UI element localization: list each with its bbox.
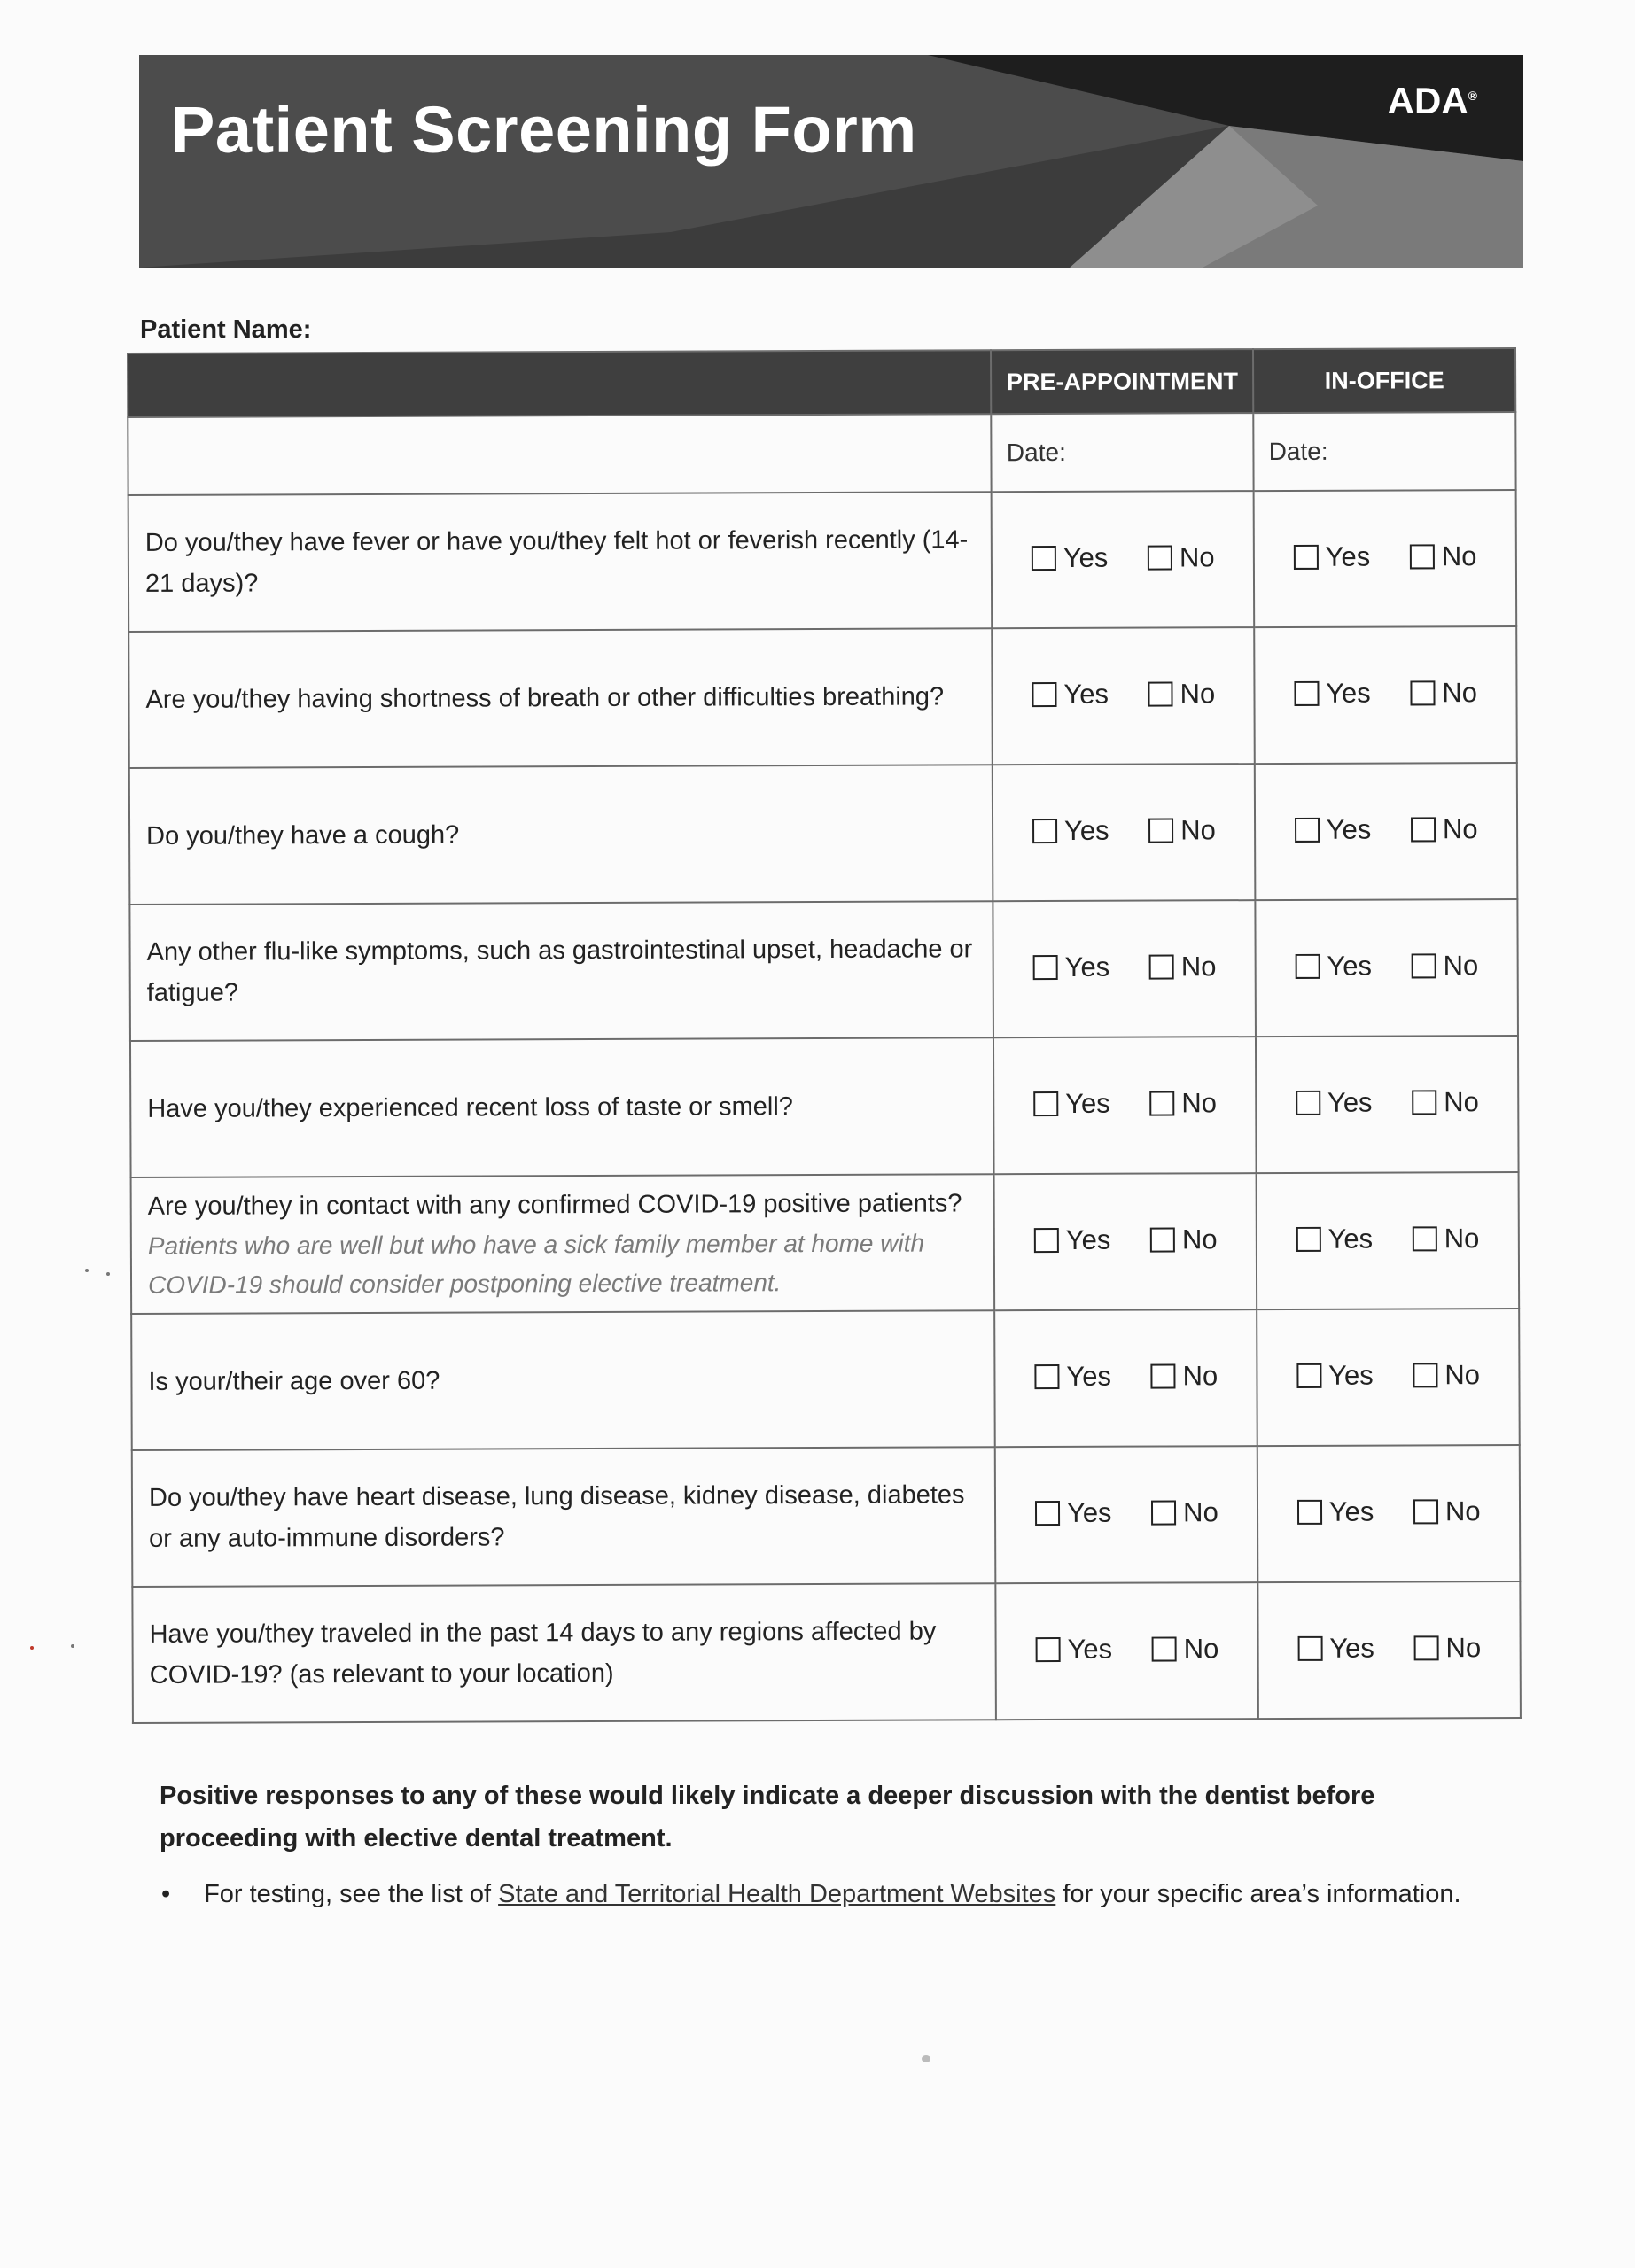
yes-checkbox[interactable] <box>1294 678 1371 710</box>
checkbox-square <box>1413 1635 1438 1660</box>
no-checkbox[interactable] <box>1412 1086 1479 1118</box>
pre-appointment-answer <box>993 764 1255 901</box>
yes-checkbox[interactable] <box>1034 1361 1111 1393</box>
yes-label: Yes <box>1065 1223 1111 1255</box>
pre-appointment-answer <box>993 1037 1256 1174</box>
footer-note: Positive responses to any of these would likely indicate a deeper discussion with the dentist before proceeding with elective dental treatment. <box>160 1782 1375 1852</box>
yes-checkbox[interactable] <box>1296 1360 1374 1392</box>
screening-table <box>127 347 1522 1724</box>
no-checkbox[interactable] <box>1410 540 1477 572</box>
checkbox-square <box>1410 544 1435 569</box>
yes-label: Yes <box>1327 950 1373 982</box>
question-row <box>131 1172 1520 1314</box>
no-label: No <box>1444 1495 1481 1527</box>
no-label: No <box>1180 951 1217 983</box>
checkbox-square <box>1152 1636 1177 1661</box>
no-checkbox[interactable] <box>1149 951 1217 983</box>
no-label: No <box>1444 1359 1481 1391</box>
checkbox-square <box>1296 1363 1321 1388</box>
testing-bullet <box>161 1880 1461 1909</box>
no-checkbox[interactable] <box>1148 678 1216 710</box>
header-blank-cell <box>128 350 992 417</box>
checkbox-square <box>1035 1501 1060 1526</box>
bullet-suffix: for your specific area’s information. <box>1063 1880 1461 1908</box>
yes-checkbox[interactable] <box>1296 1087 1373 1119</box>
yes-label: Yes <box>1065 1087 1110 1119</box>
bullet-prefix: For testing, see the list of <box>204 1880 492 1908</box>
no-label: No <box>1442 677 1478 709</box>
question-label: Do you/they have heart disease, lung disease, kidney disease, diabetes or any auto-immune disorders? <box>148 1480 965 1553</box>
question-note: Patients who are well but who have a sick family member at home with COVID-19 should consider postponing elective treatment. <box>147 1229 925 1299</box>
yes-label: Yes <box>1064 951 1110 983</box>
question-row <box>129 899 1518 1041</box>
pre-appointment-answer <box>995 1446 1257 1583</box>
checkbox-square <box>1297 1500 1322 1525</box>
question-text <box>131 1310 995 1450</box>
no-label: No <box>1445 1632 1482 1664</box>
checkbox-square <box>1410 680 1435 705</box>
checkbox-square <box>1149 1091 1174 1115</box>
pre-appointment-answer <box>992 491 1254 628</box>
yes-checkbox[interactable] <box>1035 1634 1112 1666</box>
no-label: No <box>1443 950 1479 982</box>
table-header-row <box>128 348 1515 417</box>
no-label: No <box>1183 1633 1219 1665</box>
no-label: No <box>1181 1223 1218 1255</box>
checkbox-square <box>1151 1500 1176 1525</box>
yes-checkbox[interactable] <box>1032 542 1109 574</box>
in-office-date-field[interactable]: Date: <box>1253 412 1515 491</box>
scan-speck <box>922 2055 930 2062</box>
question-label: Have you/they traveled in the past 14 days to any regions affected by COVID-19? (as relevant to your location) <box>149 1617 937 1689</box>
yes-label: Yes <box>1066 1360 1111 1392</box>
no-checkbox[interactable] <box>1411 950 1478 982</box>
no-label: No <box>1183 1496 1218 1528</box>
no-checkbox[interactable] <box>1152 1633 1219 1665</box>
checkbox-square <box>1297 1636 1322 1661</box>
no-checkbox[interactable] <box>1151 1496 1218 1528</box>
in-office-answer <box>1254 626 1516 764</box>
in-office-answer <box>1257 1445 1520 1582</box>
checkbox-square <box>1033 1091 1058 1116</box>
checkbox-square <box>1148 818 1173 843</box>
pre-appointment-answer <box>995 1309 1257 1447</box>
checkbox-square <box>1149 954 1174 979</box>
yes-label: Yes <box>1326 813 1372 845</box>
no-checkbox[interactable] <box>1150 1223 1218 1255</box>
yes-checkbox[interactable] <box>1033 951 1110 983</box>
in-office-answer <box>1255 763 1517 900</box>
checkbox-square <box>1296 1091 1320 1115</box>
checkbox-square <box>1032 682 1056 707</box>
yes-label: Yes <box>1067 1633 1113 1665</box>
scan-speck <box>85 1269 89 1272</box>
no-checkbox[interactable] <box>1413 1223 1480 1254</box>
in-office-answer <box>1256 899 1518 1037</box>
checkbox-square <box>1412 1090 1436 1115</box>
yes-label: Yes <box>1325 540 1371 572</box>
scan-speck <box>71 1644 74 1648</box>
question-text <box>129 901 993 1041</box>
checkbox-square <box>1150 1227 1175 1252</box>
checkbox-square <box>1295 954 1320 979</box>
checkbox-square <box>1412 953 1436 978</box>
checkbox-square <box>1032 819 1057 843</box>
checkbox-square <box>1294 681 1319 706</box>
question-text <box>128 628 993 768</box>
health-department-link[interactable]: State and Territorial Health Department Websites <box>498 1880 1056 1908</box>
question-row <box>132 1445 1521 1587</box>
in-office-answer <box>1256 1036 1518 1173</box>
no-checkbox[interactable] <box>1413 1359 1480 1391</box>
checkbox-square <box>1296 1227 1320 1252</box>
question-label: Do you/they have a cough? <box>146 820 460 850</box>
pre-appointment-answer <box>993 627 1255 765</box>
no-label: No <box>1444 1086 1479 1118</box>
no-checkbox[interactable] <box>1413 1495 1481 1527</box>
yes-label: Yes <box>1327 1086 1373 1118</box>
yes-checkbox[interactable] <box>1035 1497 1112 1529</box>
no-checkbox[interactable] <box>1413 1632 1481 1664</box>
checkbox-square <box>1413 1226 1437 1251</box>
scan-speck <box>30 1646 34 1650</box>
question-label: Have you/they experienced recent loss of taste or smell? <box>147 1092 793 1123</box>
no-label: No <box>1181 1087 1218 1119</box>
checkbox-square <box>1295 818 1320 843</box>
in-office-answer <box>1257 1172 1519 1309</box>
yes-checkbox[interactable] <box>1294 541 1371 573</box>
no-label: No <box>1441 540 1477 572</box>
question-label: Are you/they in contact with any confirmed COVID-19 positive patients? <box>147 1189 962 1221</box>
no-checkbox[interactable] <box>1148 814 1216 846</box>
question-label: Is your/their age over 60? <box>148 1366 440 1396</box>
checkbox-square <box>1032 546 1056 571</box>
scan-speck <box>106 1272 110 1276</box>
question-text <box>130 1037 994 1177</box>
no-label: No <box>1180 678 1216 710</box>
question-row <box>128 490 1517 632</box>
in-office-answer <box>1254 490 1516 627</box>
pre-appointment-answer <box>993 900 1256 1037</box>
bullet-icon: • <box>161 1880 171 1908</box>
question-row <box>128 626 1517 768</box>
header-banner <box>139 55 1523 268</box>
yes-checkbox[interactable] <box>1032 679 1109 711</box>
checkbox-square <box>1034 1228 1059 1253</box>
no-checkbox[interactable] <box>1148 541 1215 573</box>
header-pre-appointment: PRE-APPOINTMENT <box>991 349 1253 414</box>
question-row <box>130 1036 1519 1177</box>
checkbox-square <box>1294 545 1319 570</box>
patient-name-label: Patient Name: <box>140 315 312 344</box>
checkbox-square <box>1034 1364 1059 1389</box>
header-in-office: IN-OFFICE <box>1253 348 1515 413</box>
question-row <box>129 763 1518 905</box>
question-text <box>128 492 993 632</box>
no-label: No <box>1182 1360 1218 1392</box>
question-text <box>132 1447 996 1587</box>
yes-label: Yes <box>1063 541 1109 573</box>
checkbox-square <box>1413 1499 1438 1524</box>
question-text <box>132 1583 996 1723</box>
date-row-blank <box>128 414 992 495</box>
yes-checkbox[interactable] <box>1297 1633 1374 1665</box>
question-label: Are you/they having shortness of breath or other difficulties breathing? <box>145 682 945 714</box>
yes-checkbox[interactable] <box>1297 1496 1374 1528</box>
yes-label: Yes <box>1329 1632 1374 1664</box>
question-row <box>132 1581 1521 1723</box>
yes-label: Yes <box>1063 678 1109 710</box>
no-label: No <box>1179 541 1215 573</box>
no-checkbox[interactable] <box>1150 1360 1218 1392</box>
in-office-answer <box>1257 1309 1519 1446</box>
pre-appointment-date-field[interactable]: Date: <box>992 413 1254 492</box>
yes-label: Yes <box>1066 1496 1112 1528</box>
ada-logo: ADA® <box>1387 80 1477 121</box>
question-text <box>129 765 993 905</box>
no-checkbox[interactable] <box>1149 1087 1217 1119</box>
no-label: No <box>1444 1223 1480 1254</box>
yes-checkbox[interactable] <box>1033 1088 1110 1120</box>
yes-checkbox[interactable] <box>1032 815 1109 847</box>
yes-checkbox[interactable] <box>1296 1223 1373 1255</box>
no-checkbox[interactable] <box>1410 677 1477 709</box>
yes-label: Yes <box>1328 1495 1374 1527</box>
checkbox-square <box>1148 545 1172 570</box>
no-label: No <box>1180 814 1216 846</box>
checkbox-square <box>1035 1637 1060 1662</box>
yes-checkbox[interactable] <box>1034 1224 1111 1256</box>
checkbox-square <box>1411 817 1436 842</box>
question-label: Any other flu-like symptoms, such as gastrointestinal upset, headache or fatigue? <box>146 935 973 1007</box>
no-label: No <box>1442 813 1478 845</box>
question-label: Do you/they have fever or have you/they felt hot or feverish recently (14-21 days)? <box>144 525 969 598</box>
question-row <box>131 1309 1520 1450</box>
checkbox-square <box>1148 681 1173 706</box>
pre-appointment-answer <box>996 1582 1258 1720</box>
yes-checkbox[interactable] <box>1295 814 1372 846</box>
ada-logo-text: ADA <box>1387 80 1468 121</box>
date-row <box>128 412 1515 495</box>
checkbox-square <box>1151 1363 1176 1388</box>
no-checkbox[interactable] <box>1411 813 1478 845</box>
checkbox-square <box>1413 1363 1437 1387</box>
pre-appointment-answer <box>994 1173 1257 1310</box>
question-text <box>131 1174 995 1314</box>
yes-checkbox[interactable] <box>1295 951 1372 983</box>
yes-label: Yes <box>1063 814 1109 846</box>
yes-label: Yes <box>1327 1223 1374 1254</box>
yes-label: Yes <box>1328 1359 1374 1391</box>
page-title: Patient Screening Form <box>171 93 917 167</box>
in-office-answer <box>1258 1581 1521 1719</box>
yes-label: Yes <box>1326 677 1371 709</box>
checkbox-square <box>1033 955 1058 980</box>
